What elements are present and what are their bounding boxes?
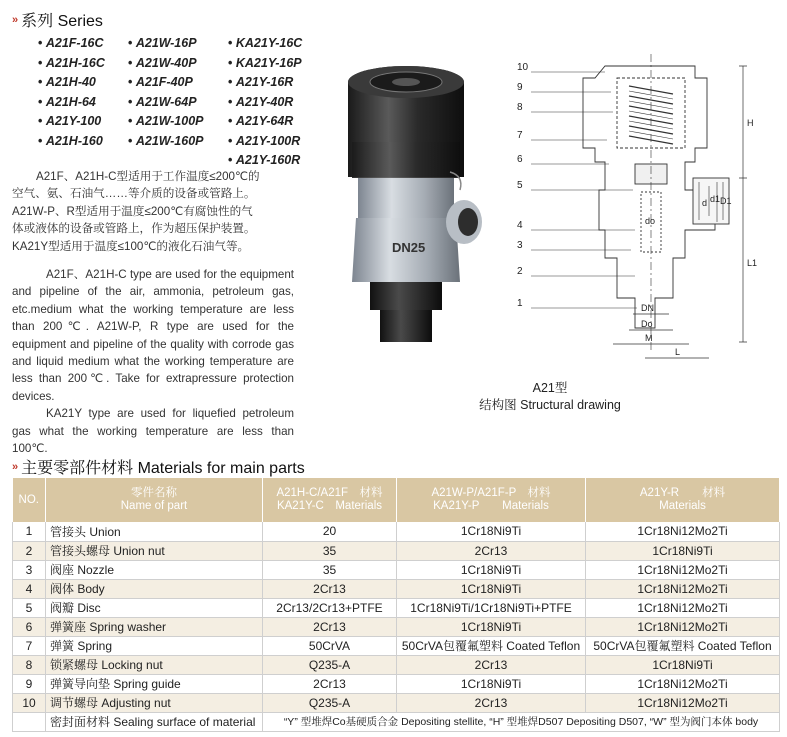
cell-part: 调节螺母 Adjusting nut xyxy=(46,693,263,712)
cell-c3: 1Cr18Ni12Mo2Ti xyxy=(586,522,780,541)
callout-label: 5 xyxy=(517,180,523,191)
series-item: • A21Y-40R xyxy=(228,93,318,112)
cell-c3: 1Cr18Ni12Mo2Ti xyxy=(586,598,780,617)
cell-no: 8 xyxy=(13,655,46,674)
series-item: • A21W-16P xyxy=(128,34,224,53)
dimension-label: d1 xyxy=(710,194,721,204)
chevron-icon: » xyxy=(12,460,16,473)
cell-part: 锁紧螺母 Locking nut xyxy=(46,655,263,674)
cell-c2: 1Cr18Ni9Ti xyxy=(397,579,586,598)
header-col2 xyxy=(397,478,586,522)
cell-c3: 1Cr18Ni9Ti xyxy=(586,541,780,560)
drawing-caption-model: A21型 xyxy=(532,381,568,395)
table-row xyxy=(13,655,780,674)
cell-part: 阀瓣 Disc xyxy=(46,598,263,617)
description-cn-line: 体或液体的设备或管路上，作为超压保护装置。 xyxy=(12,222,256,236)
drawing-caption-text: 结构图 Structural drawing xyxy=(479,398,621,412)
cell-no xyxy=(13,712,46,731)
cell-no: 7 xyxy=(13,636,46,655)
cell-c2: 1Cr18Ni9Ti/1Cr18Ni9Ti+PTFE xyxy=(397,598,586,617)
series-item: • KA21Y-16C xyxy=(228,34,318,53)
table-row xyxy=(13,579,780,598)
chevron-icon: » xyxy=(12,13,16,26)
photo-marking xyxy=(392,240,425,255)
header-part xyxy=(46,478,263,522)
structural-drawing xyxy=(495,52,785,372)
dimension-label: Do xyxy=(641,319,653,329)
cell-c2: 1Cr18Ni9Ti xyxy=(397,522,586,541)
cell-part: 弹簧导向垫 Spring guide xyxy=(46,674,263,693)
description-cn xyxy=(12,168,307,255)
cell-c2: 2Cr13 xyxy=(397,693,586,712)
description-en-paragraph: A21F、A21H-C type are used for the equipment and pipeline of the air, ammonia, petroleum gas, etc.medium what the working temperature are less than 200℃. A21W-P, R type are used for the equipment and pipeline of the quality with corrode gas and liquid medium what the working temperature are less than 200℃. Take for extrapressure protection devices. xyxy=(12,268,294,403)
series-item: • A21Y-160R xyxy=(228,151,318,170)
dimension-label: H xyxy=(747,118,754,128)
table-row xyxy=(13,674,780,693)
series-item: • KA21Y-16P xyxy=(228,54,318,73)
cell-no: 4 xyxy=(13,579,46,598)
cell-c3: 1Cr18Ni12Mo2Ti xyxy=(586,560,780,579)
callout-label: 1 xyxy=(517,298,523,309)
cell-c1: 2Cr13/2Cr13+PTFE xyxy=(263,598,397,617)
table-row xyxy=(13,560,780,579)
series-item: • A21W-40P xyxy=(128,54,224,73)
dimension-label: DN xyxy=(641,303,654,313)
header-no: NO. xyxy=(13,478,46,522)
series-item: • A21F-40P xyxy=(128,73,224,92)
cell-c1: 20 xyxy=(263,522,397,541)
cell-c2: 50CrVA包覆氟塑料 Coated Teflon xyxy=(397,636,586,655)
callout-label: 8 xyxy=(517,102,523,113)
cell-c3: 1Cr18Ni12Mo2Ti xyxy=(586,579,780,598)
series-spacer xyxy=(128,151,224,170)
description-cn-line: KA21Y型适用于温度≤100℃的液化石油气等。 xyxy=(12,239,250,253)
cell-no: 2 xyxy=(13,541,46,560)
dimension-label: d xyxy=(702,198,708,208)
description-en-paragraph: KA21Y type are used for liquefied petroleum gas what the working temperature are less than 100℃. xyxy=(12,407,294,456)
cell-c2: 1Cr18Ni9Ti xyxy=(397,560,586,579)
cell-c3: 1Cr18Ni12Mo2Ti xyxy=(586,617,780,636)
cell-no: 3 xyxy=(13,560,46,579)
series-title: 系列 Series xyxy=(21,13,103,30)
cell-c3: 50CrVA包覆氟塑料 Coated Teflon xyxy=(586,636,780,655)
cell-c1: 2Cr13 xyxy=(263,579,397,598)
description-en xyxy=(12,266,294,457)
table-row-sealing xyxy=(13,712,780,731)
callout-label: 7 xyxy=(517,130,523,141)
header-col1 xyxy=(263,478,397,522)
header-col3-line: A21Y-R 材料 xyxy=(639,487,726,499)
header-col2-line: A21W-P/A21F-P 材料 xyxy=(431,487,551,499)
cell-c3: 1Cr18Ni12Mo2Ti xyxy=(586,674,780,693)
header-part-cn: 零件名称 xyxy=(131,487,177,499)
series-item: • A21H-64 xyxy=(38,93,124,112)
dimension-label: M xyxy=(645,333,653,343)
table-row xyxy=(13,522,780,541)
materials-title: 主要零部件材料 Materials for main parts xyxy=(21,460,305,477)
drawing-dimension-labels xyxy=(641,118,757,357)
dimension-label: D1 xyxy=(720,196,732,206)
cell-part: 阀座 Nozzle xyxy=(46,560,263,579)
header-col1-line: KA21Y-C Materials xyxy=(276,500,383,512)
callout-label: 3 xyxy=(517,240,523,251)
cell-c2: 1Cr18Ni9Ti xyxy=(397,617,586,636)
cell-no: 6 xyxy=(13,617,46,636)
series-item: • A21W-100P xyxy=(128,112,224,131)
series-item: • A21Y-64R xyxy=(228,112,318,131)
drawing-callouts xyxy=(517,62,637,309)
table-header-row xyxy=(13,478,780,522)
materials-table-body xyxy=(13,522,780,731)
cell-no: 10 xyxy=(13,693,46,712)
description-cn-line: A21W-P、R型适用于温度≤200℃有腐蚀性的气 xyxy=(12,204,253,218)
header-col3 xyxy=(586,478,780,522)
cell-part: 管接头螺母 Union nut xyxy=(46,541,263,560)
cell-c2: 2Cr13 xyxy=(397,541,586,560)
table-row xyxy=(13,636,780,655)
series-item: • A21W-64P xyxy=(128,93,224,112)
series-item: • A21Y-16R xyxy=(228,73,318,92)
cell-c1: 35 xyxy=(263,541,397,560)
cell-part: 弹簧 Spring xyxy=(46,636,263,655)
header-col3-line: Materials xyxy=(659,500,706,512)
series-list xyxy=(38,34,318,170)
callout-label: 4 xyxy=(517,220,523,231)
series-spacer xyxy=(38,151,124,170)
valve-photo xyxy=(322,32,490,347)
photo-marking-text: DN25 xyxy=(392,240,426,255)
cell-c2: 2Cr13 xyxy=(397,655,586,674)
series-heading xyxy=(12,8,103,31)
cell-c1: Q235-A xyxy=(263,655,397,674)
header-col1-line: A21H-C/A21F 材料 xyxy=(276,487,383,499)
cell-c3: 1Cr18Ni12Mo2Ti xyxy=(586,693,780,712)
materials-heading xyxy=(12,455,305,478)
header-part-en: Name of part xyxy=(120,500,188,512)
cell-sealing-label: 密封面材料 Sealing surface of material xyxy=(46,712,263,731)
callout-label: 10 xyxy=(517,62,529,73)
callout-label: 2 xyxy=(517,266,523,277)
cell-c1: Q235-A xyxy=(263,693,397,712)
cell-part: 阀体 Body xyxy=(46,579,263,598)
cell-c3: 1Cr18Ni9Ti xyxy=(586,655,780,674)
series-item: • A21F-16C xyxy=(38,34,124,53)
series-item: • A21H-160 xyxy=(38,132,124,151)
cell-no: 5 xyxy=(13,598,46,617)
table-row xyxy=(13,617,780,636)
series-item: • A21Y-100 xyxy=(38,112,124,131)
series-item: • A21H-40 xyxy=(38,73,124,92)
cell-sealing-value: “Y” 型堆焊Co基硬质合金 Depositing stellite, “H” 型堆焊D507 Depositing D507, “W” 型为阀门本体 body xyxy=(263,712,780,731)
callout-label: 6 xyxy=(517,154,523,165)
dimension-label: L1 xyxy=(747,258,758,268)
table-row xyxy=(13,541,780,560)
description-cn-line: A21F、A21H-C型适用于工作温度≤200℃的 xyxy=(36,170,260,183)
series-item: • A21H-16C xyxy=(38,54,124,73)
materials-table xyxy=(12,478,780,732)
series-item: • A21W-160P xyxy=(128,132,224,151)
callout-label: 9 xyxy=(517,82,523,93)
table-row xyxy=(13,693,780,712)
dimension-label: L xyxy=(675,347,681,357)
cell-part: 弹簧座 Spring washer xyxy=(46,617,263,636)
series-item: • A21Y-100R xyxy=(228,132,318,151)
cell-no: 9 xyxy=(13,674,46,693)
cell-part: 管接头 Union xyxy=(46,522,263,541)
cell-no: 1 xyxy=(13,522,46,541)
table-row xyxy=(13,598,780,617)
cell-c1: 50CrVA xyxy=(263,636,397,655)
cell-c2: 1Cr18Ni9Ti xyxy=(397,674,586,693)
cell-c1: 2Cr13 xyxy=(263,674,397,693)
cell-c1: 35 xyxy=(263,560,397,579)
cell-c1: 2Cr13 xyxy=(263,617,397,636)
description-cn-line: 空气、氨、石油气……等介质的设备或管路上。 xyxy=(12,187,256,201)
dimension-label: do xyxy=(645,216,656,226)
header-col2-line: KA21Y-P Materials xyxy=(433,500,549,512)
